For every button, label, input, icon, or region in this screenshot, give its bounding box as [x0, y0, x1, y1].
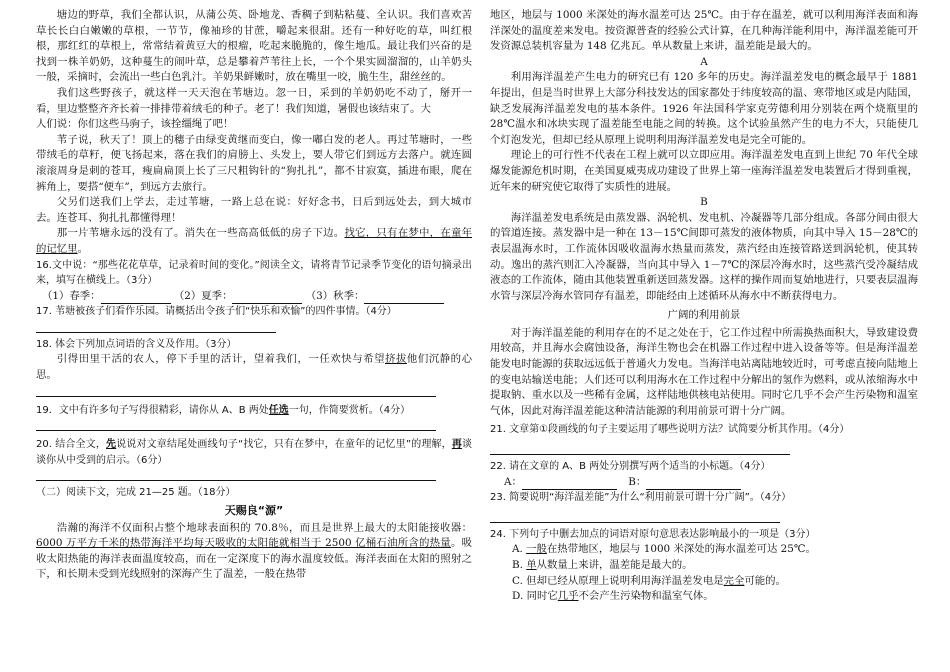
q17-answer-line[interactable] — [36, 320, 276, 333]
article-underlined-sentence: 6000 万平方千米的热带海洋平均每天吸收的太阳能就相当于 2500 亿桶石油所含的热量 — [36, 537, 451, 550]
passage-paragraph-2: 我们这些野孩子，就这样一天天泡在苇塘边。忽一日，采到的羊奶奶吃不动了，掰开一看，里边整整齐齐长着一排排带着绒毛的种子。老了！我们知道，暑假也该结束了。大 — [36, 86, 472, 115]
section-mark-a: A — [700, 55, 708, 68]
question-24: 24. 下列句子中删去加点的词语对原句意思表达影响最小的一项是（3分） — [490, 528, 816, 540]
article-p1-text: 浩瀚的海洋不仅面积占整个地球表面积的 70.8％，而且是世界上最大的太阳能接收器： — [56, 521, 472, 534]
passage-paragraph-4: 父另们送我们上学去，走过苇塘，一路上总在说：好好念书，日后到远处去，到大城市去。连苍耳、狗扎扎都懂得理！ — [36, 196, 472, 224]
q16-autumn-label: （3）秋季： — [305, 289, 365, 302]
q24-b-pre: B. — [512, 559, 527, 571]
q24-a-pre: A. — [512, 543, 527, 556]
section-2-heading: （二）阅读下文，完成 21—25 题。（18分） — [36, 487, 236, 499]
article-p1-continued: 。吸收太阳热能的海洋表面温度较高，而在一定深度下的海水温度较低。海洋表面在太阳的照射之下，和长期未受到光线照射的深海产生了温差，一般在热带 — [36, 537, 473, 581]
q24-option-a[interactable] — [490, 542, 918, 558]
q24-a-word: 一般 — [526, 543, 547, 556]
question-18-sentence — [36, 352, 472, 383]
left-column — [36, 8, 472, 583]
q18-text-b: 他们沉静的心思。 — [36, 353, 473, 382]
question-16-answers — [36, 289, 472, 305]
question-17: 17. 苇塘被孩子们看作乐园。请概括出令孩子们“快乐和欢愉”的四件事情。（4分） — [36, 306, 397, 318]
q22-a-label: A： — [504, 475, 522, 488]
q24-d-post: 不会产生污染物和温室气体。 — [578, 590, 714, 603]
q16-summer-blank[interactable] — [232, 291, 302, 304]
q19-answer-line[interactable] — [36, 418, 436, 431]
question-16: 16.文中说：“那些花花草草，记录着时间的变化。”阅读全文，请将青节记录季节变化的语句摘录出来，填写在横线上。（3分） — [36, 259, 472, 287]
question-21: 21. 文章第①段画线的句子主要运用了哪些说明方法？试简要分析其作用。（4分） — [490, 424, 850, 436]
q24-c-pre: C. 但却已经从原理上说明利用海洋温差发电是 — [512, 574, 724, 587]
q18-dotted-word: 挤拔 — [385, 353, 407, 366]
q16-spring-label: （1）春季： — [42, 289, 101, 302]
passage-paragraph-2-continued: 人们说：你们这些马驹子，该拴缰绳了吧！ — [36, 118, 234, 131]
q16-spring-blank[interactable] — [101, 291, 171, 304]
q24-option-c[interactable] — [490, 574, 918, 590]
q20-text-c: 谈谈你从中受到的启示。（6分） — [36, 439, 472, 466]
q24-b-post: 从数量上来讲，温差能是最大的。 — [536, 559, 693, 571]
q24-option-b[interactable] — [490, 558, 918, 574]
q24-c-word: 完全 — [723, 574, 745, 587]
article-paragraph-1 — [36, 521, 472, 583]
q18-answer-line[interactable] — [36, 384, 436, 397]
article-paragraph-2: 利用海洋温差产生电力的研究已有 120 多年的历史。海洋温差发电的概念最早于 1881 年提出，但是当时世界上大部分科技发达的国家都处于纬度较高的温、寒带地区或是内陆国，缺乏发展海洋温差发电的基本条件。1926 年法国科学家克劳德利用分别装在两个烧瓶里的 28℃温水和冰块实现了温差能至电能之间的转换。这个试验虽然产生的电力不大，只能使几个灯泡发光，但却已经从原理上说明利用海洋温差发电是完全可能的。 — [490, 71, 918, 146]
q22-a-blank[interactable] — [522, 477, 617, 490]
q19-text-b: 一句，作简要赏析。（4分） — [288, 404, 411, 416]
passage-p5-text: 那一片苇塘永远的没有了。消失在一些高高低低的房子下边。 — [56, 227, 345, 240]
question-22-answers — [490, 475, 918, 491]
question-24-options — [490, 542, 918, 604]
q21-answer-line[interactable] — [490, 442, 790, 455]
question-18: 18. 体会下列加点词语的含义及作用。（3分） — [36, 338, 237, 350]
question-23: 23. 简要说明“海洋温差能”为什么“利用前景可谓十分广阔”。（4分） — [490, 492, 792, 504]
passage-paragraph-5 — [36, 226, 472, 257]
q19-emphasis: 任选 — [268, 404, 289, 416]
article-subtitle: 广阔的利用前景 — [667, 309, 741, 322]
q24-d-word: 几乎 — [557, 590, 579, 603]
q20-emphasis-then: 再 — [451, 439, 462, 451]
q22-b-label: B： — [628, 475, 647, 488]
q24-c-post: 可能的。 — [744, 574, 786, 587]
passage-paragraph-3: 苇子说，秋天了！顶上的穗子由绿变黄继而变白，像一嘟白发的老人。再过苇塘时，一些带绒毛的草籽，便飞扬起来，落在我们的肩膀上、头发上，要人带它们到远方去落户。就连圆滚滚周身是刺的苍耳，瘦扁扁顶上长了三尺粗钩针的“狗扎扎”，都不甘寂寞，插进布眼，爬在裤角上，要搭“便车”，到远方去旅行。 — [36, 133, 472, 193]
q20-text-a: 20. 结合全文， — [36, 439, 107, 451]
q20-text-b: 说说对文章结尾处画线句子“找它，只有在梦中，在童年的记忆里”的理解， — [116, 439, 452, 451]
article-title: 天赐良“源” — [224, 504, 284, 518]
section-mark-b: B — [700, 196, 708, 209]
q22-b-blank[interactable] — [646, 477, 741, 490]
right-column — [490, 8, 918, 605]
q24-option-d[interactable] — [490, 589, 918, 605]
article-paragraph-4: 海洋温差发电系统是由蒸发器、涡轮机、发电机、冷凝器等几部分组成。各部分间由很大的管道连接。蒸发器中是一种在 13－15℃间即可蒸发的液体物质，向其中导入 15－28℃的表层温海水时，工作流体因吸收温海水热量而蒸发，蒸汽经由连接管路送到涡轮机，使其转动。逸出的蒸汽则汇入冷凝器，当向其中导入 1－7℃的深层冷海水时，这些蒸汽受冷凝结成液态的工作流体，随由其他装置重新送回蒸发器。这样的操作周而复始地进行，只要表层温海水管与深层冷海水管同存有温差，即能经由上述循环从海水中不断获得电力。 — [490, 211, 918, 302]
q24-a-post: 在热带地区，地层与 1000 米深处的海水温差可达 25℃。 — [546, 543, 816, 556]
q16-autumn-blank[interactable] — [364, 291, 444, 304]
q16-summer-label: （2）夏季： — [173, 289, 233, 302]
passage-paragraph-1: 塘边的野草，我们全都认识，从蒲公英、卧地龙、香稠子到粘粘蔓、全认识。我们喜欢苦草长长白白嫩嫩的草根，一节节，像袖珍的甘蔗，嚼起来很甜。还有一种好吃的草，叫红根根，那红红的草根上，常常结着黄豆大的根瘤，吃起来脆脆的，像生地瓜。最让我们兴奋的是找到一株羊奶奶，这种蔓生的闹叶草，总是攀着芦苇往上长，一个个果实圆溜溜的，山羊奶头一般，采摘时，会流出一些白色乳汁。羊奶果鲜嫩时，放在嘴里一咬，脆生生，甜丝丝的。 — [36, 9, 472, 84]
article-paragraph-3: 理论上的可行性不代表在工程上就可以立即应用。海洋温差发电直到上世纪 70 年代全球爆发能源危机时期，在美国夏威夷成功建设了世界上第一座海洋温差发电装置后才得到重视，近年来的研究使它取得了实质性的进展。 — [490, 149, 918, 193]
article-paragraph-1-end: 地区，地层与 1000 米深处的海水温差可达 25℃。由于存在温差，就可以利用海洋表面和海洋深处的温度差来发电。按资源普查的经验公式计算，在几种海洋能利用中，海洋温差能可开发资源总装机容量为 148 亿兆瓦。单从数量上来讲，温差能是最大的。 — [490, 9, 918, 53]
question-20 — [36, 437, 472, 468]
q20-emphasis-first: 先 — [106, 439, 117, 451]
q23-answer-line[interactable] — [490, 510, 780, 523]
article-paragraph-5: 对于海洋温差能的利用存在的不足之处在于，它工作过程中所需换热面积大，导致建设费用较高，并且海水会腐蚀设备，海洋生物也会在机器工作过程中进入设备等等。但是海洋温差能发电时能源的获取远远低于普通火力发电。当海洋电站离陆地较近时，可考虑直接向陆地上的变电站输送电能；人们还可以利用海水在工作过程中分解出的氢作为燃料，或从浓缩海水中提取钠、重水以及一些稀有金属，这样陆地供核电站使用。同时它几乎不会产生污染物和温室气体，因此对海洋温差能这种清洁能源的利用前景可谓十分广阔。 — [490, 326, 918, 417]
passage-p5-end: 。 — [77, 242, 88, 255]
q24-b-word: 单 — [526, 559, 537, 571]
underlined-sentence: 找它，只有在梦中，在童年的记忆里 — [36, 227, 473, 255]
q18-text-a: 引得田里干活的农人，停下手里的活计，望着我们，一任欢快与希望 — [56, 353, 386, 366]
question-19 — [36, 403, 472, 419]
q19-text-a: 19．文中有许多句子写得很精彩，请你从 A、B 两处 — [36, 404, 269, 416]
question-22: 22. 请在文章的 A、B 两处分别撰写两个适当的小标题。（4分） — [490, 461, 771, 473]
q20-answer-line[interactable] — [36, 468, 436, 481]
q24-d-pre: D. 同时它 — [512, 590, 558, 603]
